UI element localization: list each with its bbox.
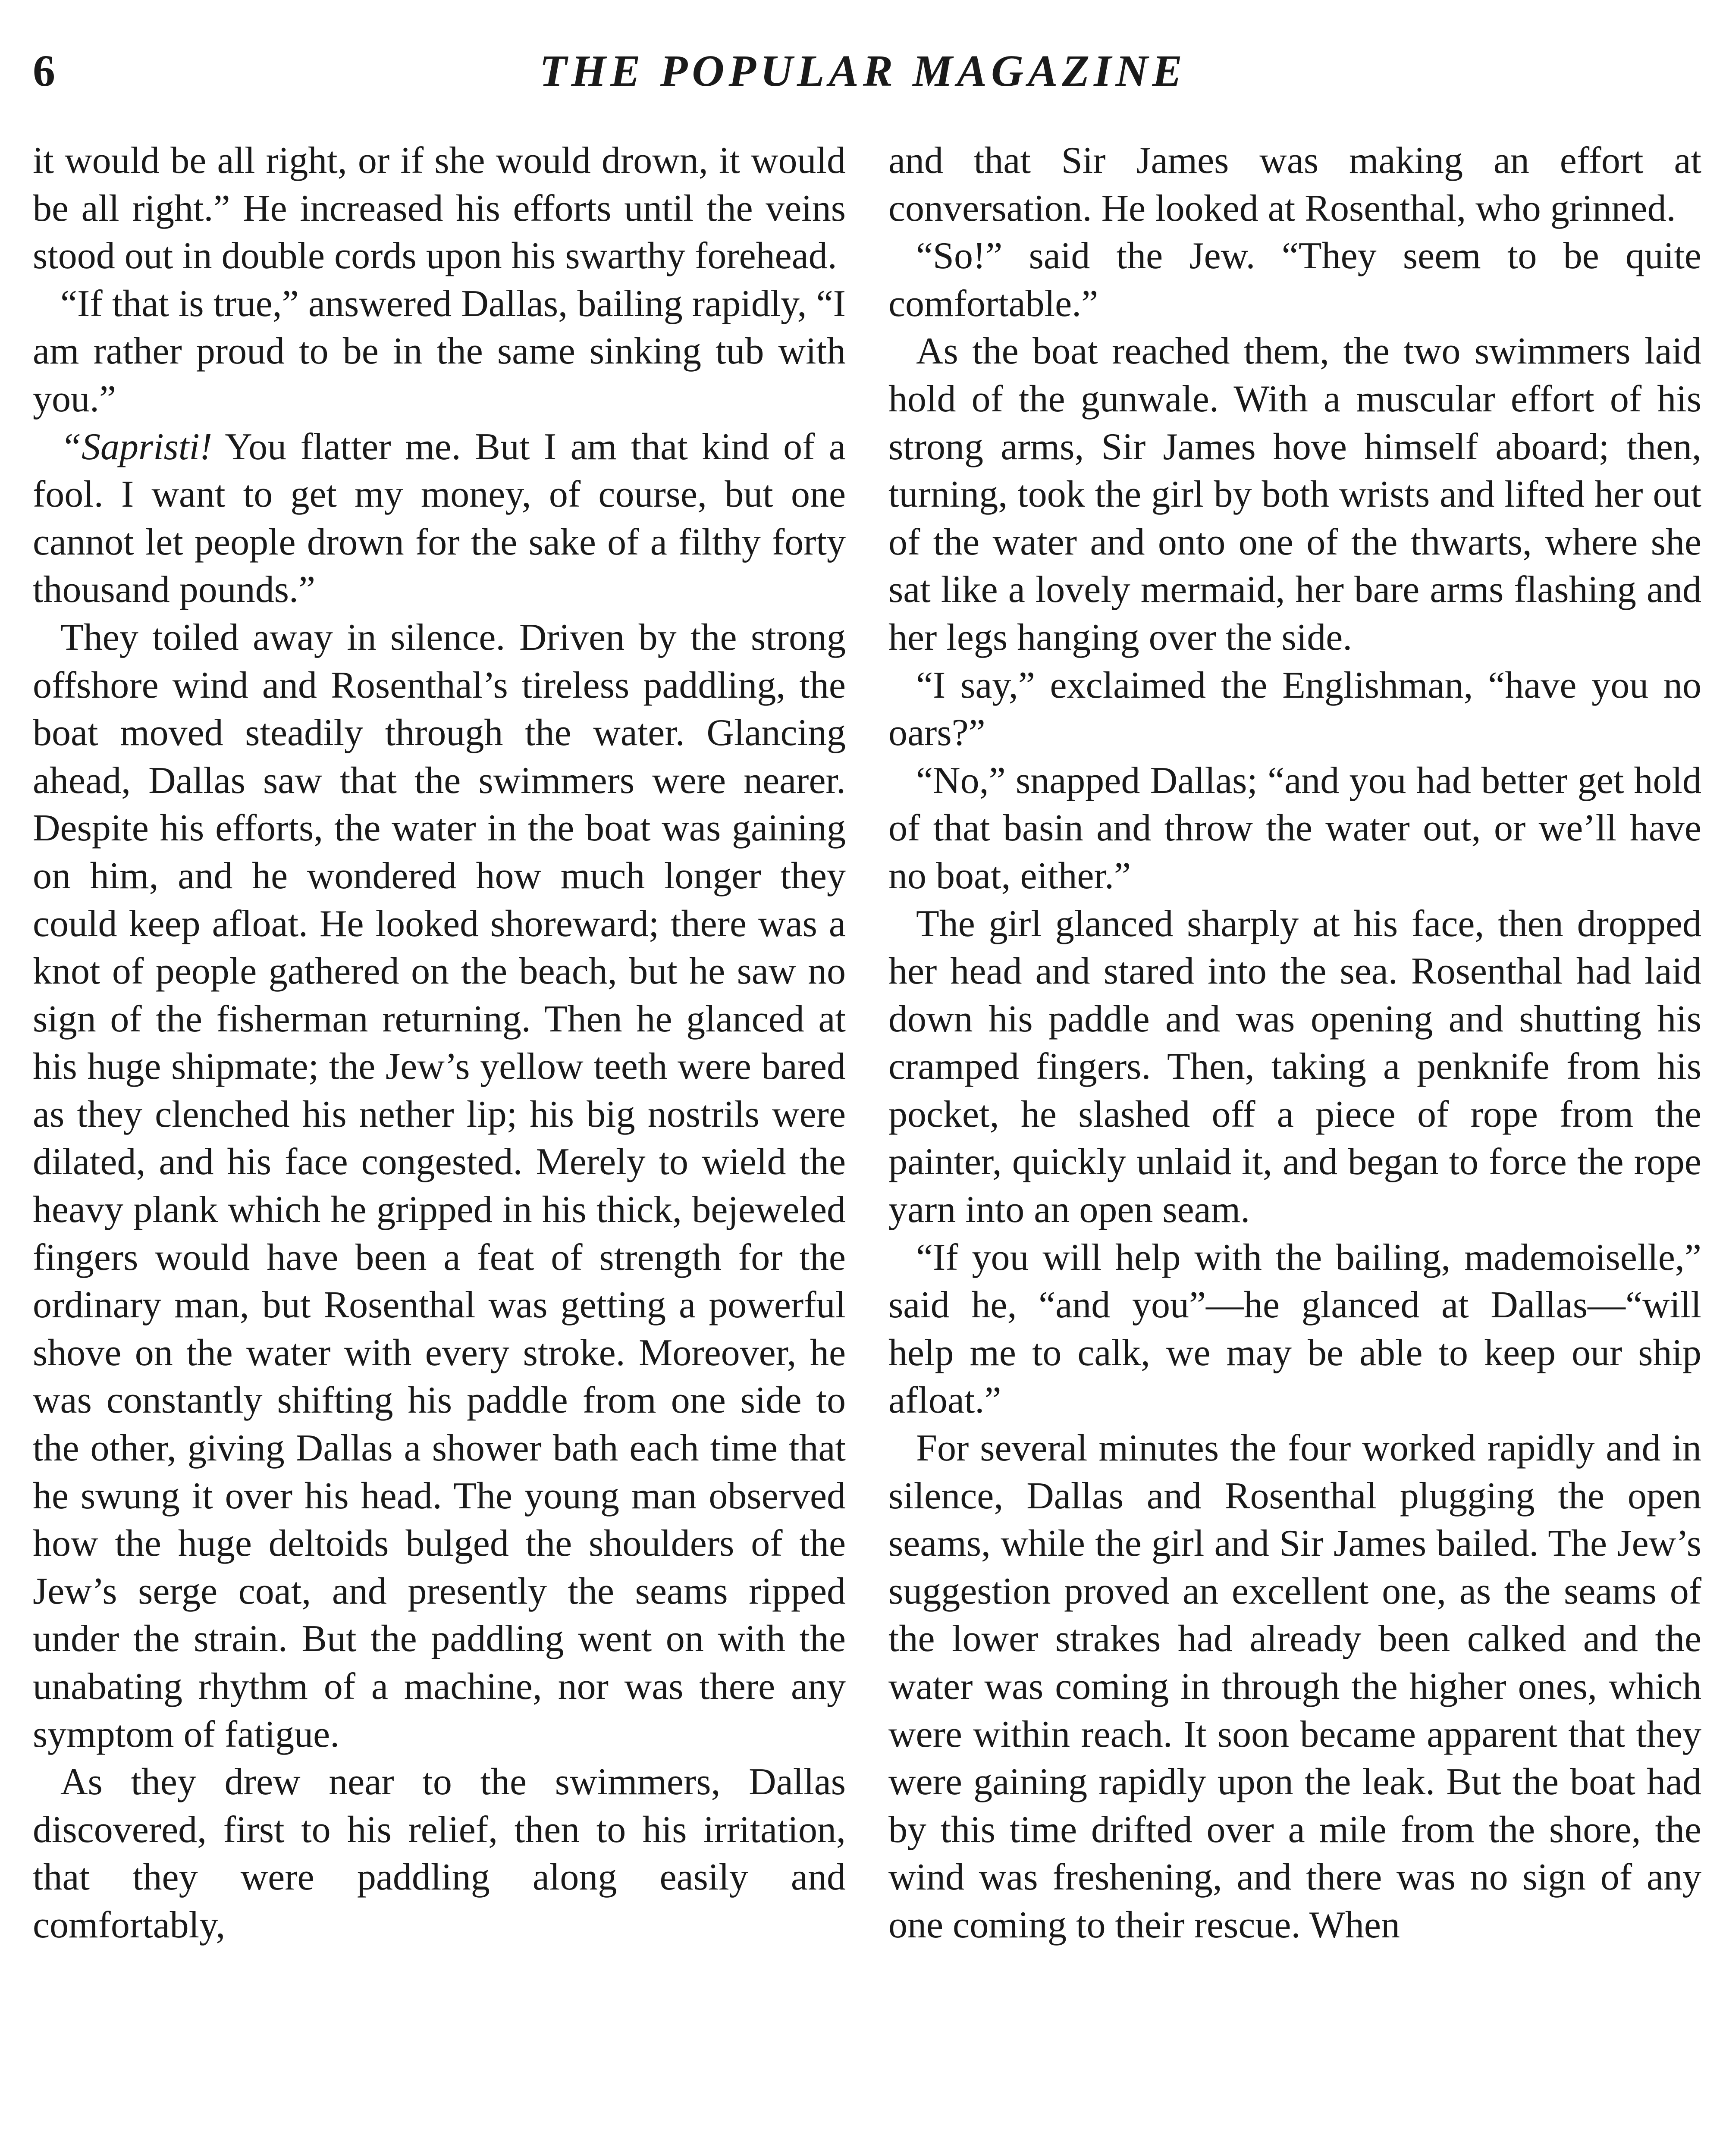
paragraph: They toiled away in silence. Driven by the strong offshore wind and Rosenthal’s tireless paddling, the boat moved steadily through the water. Glancing ahead, Dallas saw that the swimmers were nearer. Despite his efforts, the water in the boat was gaining on him, and he wondered how much longer they could keep afloat. He looked shoreward; there was a knot of people gathered on the beach, but he saw no sign of the fisherman returning. Then he glanced at his huge shipmate; the Jew’s yellow teeth were bared as they clenched his nether lip; his big nostrils were dilated, and his face congested. Merely to wield the heavy plank which he gripped in his thick, bejeweled fingers would have been a feat of strength for the ordinary man, but Rosenthal was getting a powerful shove on the water with every stroke. Moreover, he was constantly shifting his paddle from one side to the other, giving Dallas a shower bath each time that he swung it over his head. The young man observed how the huge deltoids bulged the shoulders of the Jew’s serge coat, and presently the seams ripped under the strain. But the paddling went on with the unabating rhythm of a machine, nor was there any symptom of fatigue. [33,616,846,1755]
paragraph: “No,” snapped Dallas; “and you had better get hold of that basin and throw the water out, or we’ll have no boat, either.” [888,759,1701,897]
exclamation-italic: “Sapristi! [60,426,213,468]
paragraph: As the boat reached them, the two swimmers laid hold of the gunwale. With a muscular effort of his strong arms, Sir James hove himself aboard; then, turning, took the girl by both wrists and lifted her out of the water and onto one of the thwarts, where she sat like a lovely mermaid, her bare arms flashing and her legs hanging over the side. [888,330,1701,658]
paragraph: “I say,” exclaimed the Englishman, “have you no oars?” [888,664,1701,754]
paragraph-text: You flatter me. But I am that kind of a fool. I want to get my money, of course, but one cannot let people drown for the sake of a filthy forty thousand pounds.” [33,426,846,611]
running-title: THE POPULAR MAGAZINE [539,46,1187,96]
paragraph: “If you will help with the bailing, mademoiselle,” said he, “and you”—he glanced at Dallas—“will help me to calk, we may be able to keep our ship afloat.” [888,1236,1701,1422]
right-column [888,137,1701,1949]
paragraph [33,423,846,614]
paragraph: and that Sir James was making an effort at conversation. He looked at Rosenthal, who grinned. [888,140,1701,229]
paragraph: For several minutes the four worked rapidly and in silence, Dallas and Rosenthal plugging the open seams, while the girl and Sir James bailed. The Jew’s suggestion proved an excellent one, as the seams of the lower strakes had already been calked and the water was coming in through the higher ones, which were within reach. It soon became apparent that they were gaining rapidly upon the leak. But the boat had by this time drifted over a mile from the shore, the wind was freshening, and there was no sign of any one coming to their rescue. When [888,1427,1701,1946]
page-header [0,43,1726,99]
paragraph: it would be all right, or if she would drown, it would be all right.” He increased his efforts until the veins stood out in double cords upon his swarthy forehead. [33,140,846,277]
paragraph: The girl glanced sharply at his face, then dropped her head and stared into the sea. Rosenthal had laid down his paddle and was opening and shutting his cramped fingers. Then, taking a penknife from his pocket, he slashed off a piece of rope from the painter, quickly unlaid it, and began to force the rope yarn into an open seam. [888,903,1701,1231]
left-column [33,137,846,1949]
paragraph: As they drew near to the swimmers, Dallas discovered, first to his relief, then to his irritation, that they were paddling along easily and comfortably, [33,1761,846,1946]
page-number: 6 [33,46,55,96]
paragraph: “If that is true,” answered Dallas, bailing rapidly, “I am rather proud to be in the same sinking tub with you.” [33,282,846,420]
paragraph: “So!” said the Jew. “They seem to be quite comfortable.” [888,235,1701,325]
